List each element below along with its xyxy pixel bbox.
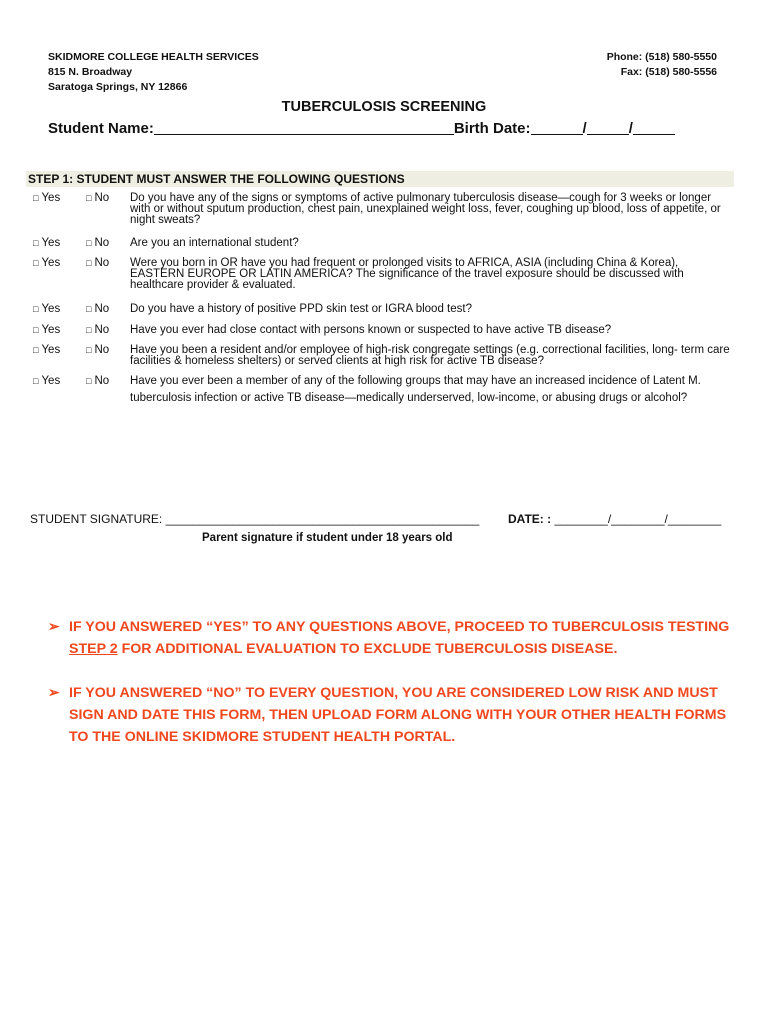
no-label: No — [94, 375, 110, 387]
instruction-yes — [48, 616, 738, 660]
no-label: No — [94, 192, 110, 204]
birth-month-field[interactable] — [531, 120, 583, 135]
yes-checkbox[interactable] — [33, 304, 60, 315]
question-text: Are you an international student? — [130, 237, 299, 249]
yes-label: Yes — [41, 375, 61, 387]
instruction-yes-part1: IF YOU ANSWERED “YES” TO ANY QUESTIONS ABOVE, PROCEED TO TUBERCULOSIS TESTING — [69, 619, 730, 635]
yes-label: Yes — [41, 344, 61, 356]
no-checkbox[interactable] — [86, 373, 109, 390]
yes-checkbox[interactable] — [33, 193, 60, 204]
step1-title: STEP 1: STUDENT MUST ANSWER THE FOLLOWING QUESTIONS — [28, 172, 405, 186]
yes-label: Yes — [41, 324, 61, 336]
no-label: No — [94, 303, 110, 315]
checkbox-icon: □ — [33, 238, 39, 248]
checkbox-icon: □ — [33, 345, 39, 355]
checkbox-icon: □ — [33, 258, 39, 268]
arrow-bullet-icon: ➢ — [48, 619, 60, 635]
checkbox-icon: □ — [86, 238, 92, 248]
question-text: Do you have a history of positive PPD skin test or IGRA blood test? — [130, 303, 472, 315]
yes-label: Yes — [41, 303, 61, 315]
no-checkbox[interactable] — [86, 193, 109, 204]
instruction-yes-part2: FOR ADDITIONAL EVALUATION TO EXCLUDE TUBERCULOSIS DISEASE. — [117, 641, 618, 657]
birth-year-field[interactable] — [633, 120, 675, 135]
yes-checkbox[interactable] — [33, 258, 60, 269]
org-name: SKIDMORE COLLEGE HEALTH SERVICES — [48, 51, 259, 63]
question-text: Have you been a resident and/or employee of high-risk congregate settings (e.g. correctional facilities, long- term care facilities & homeless shelters) or served clients at high risk for active TB disease? — [130, 344, 730, 367]
org-address-line1: 815 N. Broadway — [48, 66, 133, 78]
student-signature-label: STUDENT SIGNATURE: — [30, 512, 166, 526]
checkbox-icon: □ — [33, 325, 39, 335]
checkbox-icon: □ — [86, 193, 92, 203]
arrow-bullet-icon: ➢ — [48, 685, 60, 701]
yes-label: Yes — [41, 192, 61, 204]
fax-number: Fax: (518) 580-5556 — [620, 66, 717, 78]
no-label: No — [94, 257, 110, 269]
signature-date-line[interactable] — [508, 512, 721, 526]
checkbox-icon: □ — [86, 258, 92, 268]
birth-date-separator: / — [628, 120, 633, 137]
birth-day-field[interactable] — [587, 120, 629, 135]
yes-checkbox[interactable] — [33, 325, 60, 336]
question-text: Do you have any of the signs or symptoms of active pulmonary tuberculosis disease—cough for 3 weeks or longer with or without sputum production, chest pain, unexplained weight loss, fever, coughing up blood, loss of appetite, or night sweats? — [130, 192, 721, 226]
yes-label: Yes — [41, 257, 61, 269]
instruction-no-text: IF YOU ANSWERED “NO” TO EVERY QUESTION, YOU ARE CONSIDERED LOW RISK AND MUST SIGN AND DATE THIS FORM, THEN UPLOAD FORM ALONG WITH YOUR OTHER HEALTH FORMS TO THE ONLINE SKIDMORE STUDENT HEALTH PORTAL. — [69, 685, 727, 745]
student-info-line — [48, 120, 675, 137]
student-name-label: Student Name: — [48, 120, 154, 137]
yes-checkbox[interactable] — [33, 345, 60, 356]
no-checkbox[interactable] — [86, 258, 109, 269]
step2-link[interactable]: STEP 2 — [69, 641, 118, 657]
no-label: No — [94, 237, 110, 249]
yes-checkbox[interactable] — [33, 238, 60, 249]
question-text: Have you ever been a member of any of the following groups that may have an increased incidence of Latent M. tuberculosis infection or active TB disease—medically underserved, low-income, or abusing drugs or alcohol? — [130, 375, 701, 404]
checkbox-icon: □ — [86, 304, 92, 314]
contact-block — [607, 50, 717, 80]
no-checkbox[interactable] — [86, 345, 109, 356]
no-label: No — [94, 344, 110, 356]
yes-checkbox[interactable] — [33, 373, 60, 390]
signature-date-field[interactable]: ________/________/________ — [554, 512, 722, 526]
phone-number: Phone: (518) 580-5550 — [606, 51, 717, 63]
birth-date-separator: / — [582, 120, 587, 137]
no-checkbox[interactable] — [86, 238, 109, 249]
instruction-yes-text — [69, 616, 738, 660]
org-address-block — [48, 50, 259, 95]
no-label: No — [94, 324, 110, 336]
org-address-line2: Saratoga Springs, NY 12866 — [48, 81, 188, 93]
no-checkbox[interactable] — [86, 304, 109, 315]
checkbox-icon: □ — [33, 304, 39, 314]
parent-signature-note: Parent signature if student under 18 years old — [202, 532, 453, 544]
checkbox-icon: □ — [86, 325, 92, 335]
checkbox-icon: □ — [86, 376, 92, 386]
yes-label: Yes — [41, 237, 61, 249]
no-checkbox[interactable] — [86, 325, 109, 336]
instruction-no — [48, 682, 738, 748]
question-text: Were you born in OR have you had frequent or prolonged visits to AFRICA, ASIA (including China & Korea), EASTERN EUROPE OR LATIN AMERICA? The significance of the travel exposure should be discussed with healthcare provider & evaluated. — [130, 257, 684, 291]
form-title: TUBERCULOSIS SCREENING — [281, 99, 487, 115]
student-name-field[interactable] — [154, 120, 454, 135]
question-text: Have you ever had close contact with persons known or suspected to have active TB disease? — [130, 324, 612, 336]
checkbox-icon: □ — [33, 193, 39, 203]
birth-date-label: Birth Date: — [453, 120, 531, 137]
checkbox-icon: □ — [33, 376, 39, 386]
student-signature-line[interactable] — [30, 512, 479, 526]
signature-date-label: DATE: : — [508, 512, 555, 526]
student-signature-field[interactable]: _______________________________________________ — [165, 512, 480, 526]
checkbox-icon: □ — [86, 345, 92, 355]
